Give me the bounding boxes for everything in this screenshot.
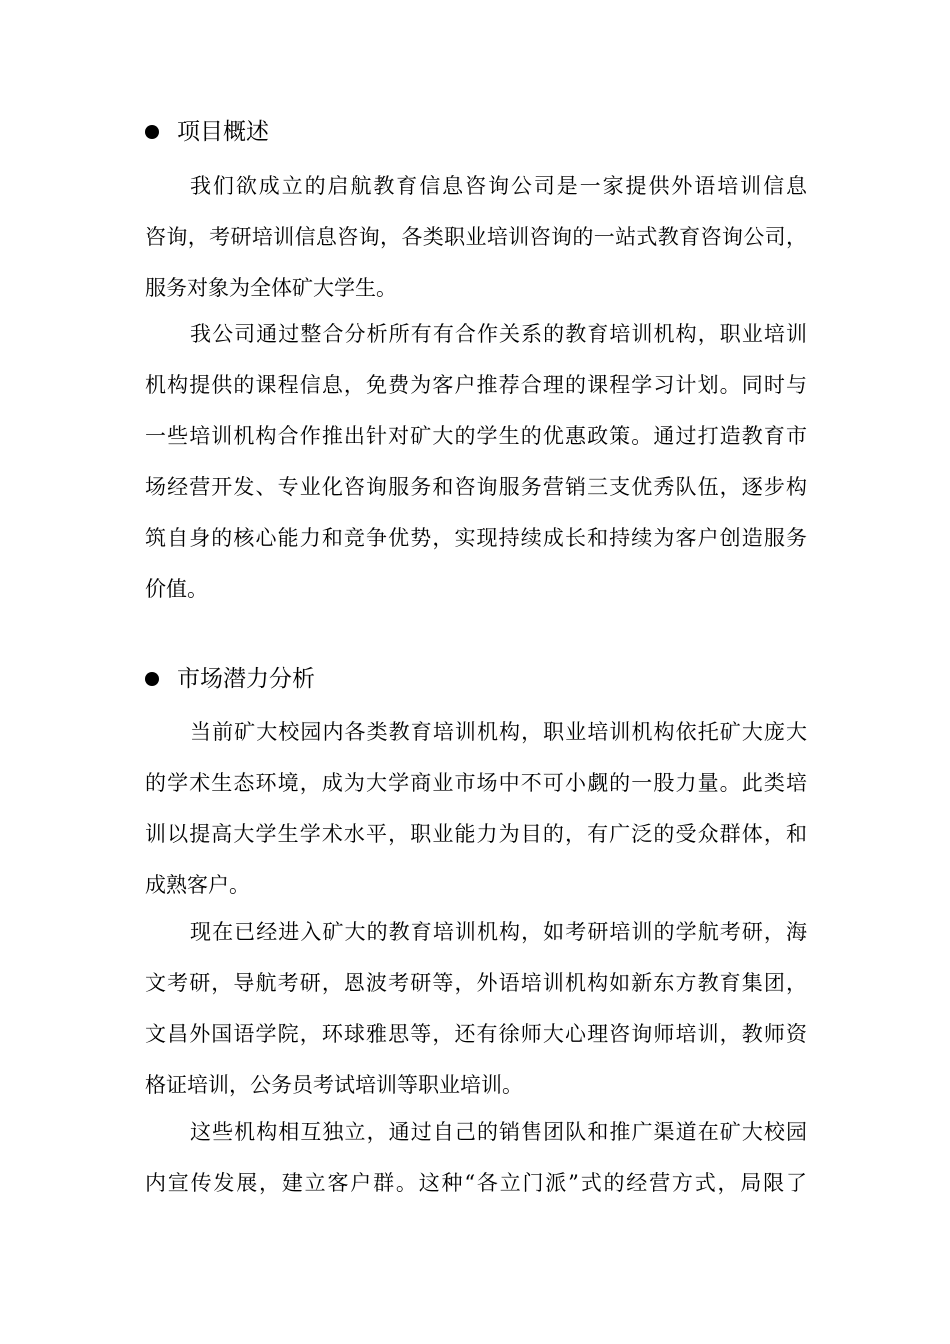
heading-text: 项目概述 (177, 119, 269, 145)
text-line: 文昌外国语学院，环球雅思等，还有徐师大心理咨询师培训，教师资 (145, 1022, 807, 1046)
text-line: 内宣传发展，建立客户群。这种“各立门派”式的经营方式，局限了 (145, 1171, 807, 1195)
bullet-icon (145, 125, 159, 139)
heading-text: 市场潜力分析 (177, 666, 315, 692)
text-line: 格证培训，公务员考试培训等职业培训。 (145, 1073, 523, 1097)
text-line: 一些培训机构合作推出针对矿大的学生的优惠政策。通过打造教育市 (145, 424, 807, 448)
bullet-icon (145, 672, 159, 686)
paragraph-overview-1 (145, 161, 807, 314)
text-line: 价值。 (145, 577, 208, 601)
text-line: 咨询，考研培训信息咨询，各类职业培训咨询的一站式教育咨询公司， (145, 225, 807, 249)
text-line: 我们欲成立的启航教育信息咨询公司是一家提供外语培训信息 (190, 174, 807, 198)
text-line: 这些机构相互独立，通过自己的销售团队和推广渠道在矿大校园 (190, 1120, 807, 1144)
text-line: 当前矿大校园内各类教育培训机构，职业培训机构依托矿大庞大 (190, 720, 807, 744)
paragraph-market-1 (145, 707, 807, 911)
paragraph-market-2 (145, 907, 807, 1111)
text-line: 机构提供的课程信息，免费为客户推荐合理的课程学习计划。同时与 (145, 373, 807, 397)
section-heading-market (145, 659, 315, 699)
paragraph-market-3 (145, 1107, 807, 1209)
text-line: 的学术生态环境，成为大学商业市场中不可小觑的一股力量。此类培 (145, 771, 807, 795)
section-heading-overview (145, 112, 269, 152)
text-line: 场经营开发、专业化咨询服务和咨询服务营销三支优秀队伍，逐步构 (145, 475, 807, 499)
text-line: 成熟客户。 (145, 873, 250, 897)
text-line: 筑自身的核心能力和竞争优势，实现持续成长和持续为客户创造服务 (145, 526, 807, 550)
text-line: 文考研，导航考研，恩波考研等，外语培训机构如新东方教育集团， (145, 971, 807, 995)
text-line: 服务对象为全体矿大学生。 (145, 276, 397, 300)
text-line: 现在已经进入矿大的教育培训机构，如考研培训的学航考研，海 (190, 920, 807, 944)
paragraph-overview-2 (145, 309, 807, 615)
text-line: 我公司通过整合分析所有有合作关系的教育培训机构，职业培训 (190, 322, 807, 346)
text-line: 训以提高大学生学术水平，职业能力为目的，有广泛的受众群体，和 (145, 822, 807, 846)
